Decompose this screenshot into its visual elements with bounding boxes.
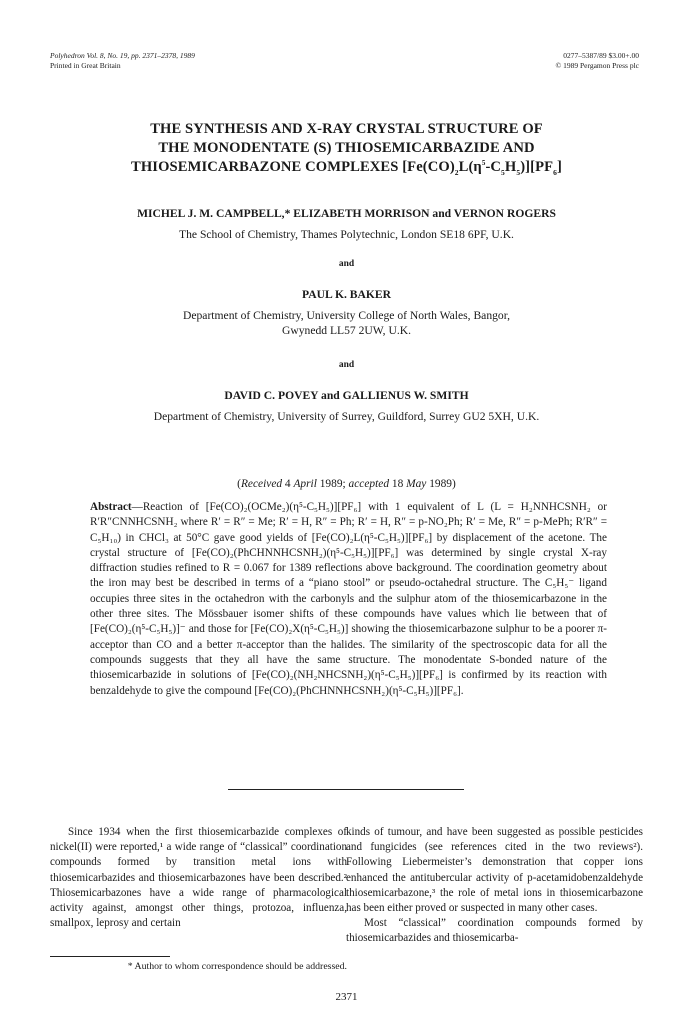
- accepted-label: accepted: [348, 478, 390, 490]
- footnote-rule: [50, 956, 170, 957]
- issn-price: 0277–5387/89 $3.00+.00: [563, 51, 639, 60]
- copyright-line: © 1989 Pergamon Press plc: [555, 61, 639, 70]
- body-column-left: [50, 825, 347, 931]
- received-dates: [40, 478, 653, 490]
- received-label: Received: [240, 478, 283, 490]
- affiliation-2-line-2: Gwynedd LL57 2UW, U.K.: [281, 324, 412, 337]
- printed-in: Printed in Great Britain: [50, 61, 121, 70]
- abstract-label: Abstract: [90, 501, 132, 513]
- page-number: 2371: [335, 991, 358, 1003]
- journal-header-left: [50, 51, 195, 71]
- footnote: * Author to whom correspondence should be addressed.: [127, 961, 347, 972]
- body-paragraph-1-cont: kinds of tumour, and have been suggested as possible pesticides and fungicides (see references cited in the two reviews²). Following Liebermeister’s demonstration that copper ions enhanced the antitubercular activity of p-acetamidobenzaldehyde thiosemicarbazone,³ the role of metal ions in thiosemicarbazone has been either proved or suspected in many other cases.: [346, 826, 643, 915]
- title-line-2: THE MONODENTATE (S) THIOSEMICARBAZIDE AND: [158, 140, 535, 156]
- title-line-1: THE SYNTHESIS AND X-RAY CRYSTAL STRUCTURE OF: [150, 121, 543, 137]
- affiliation-2-line-1: Department of Chemistry, University College of North Wales, Bangor,: [182, 309, 511, 322]
- accepted-day: 18: [389, 478, 407, 490]
- received-year: 1989;: [316, 478, 349, 490]
- title-line-3: THIOSEMICARBAZONE COMPLEXES $[Fe(CO)_2L(\eta^5-C_5H_5)][PF_6]$: [131, 159, 562, 177]
- affiliation-3: Department of Chemistry, University of Surrey, Guildford, Surrey GU2 5XH, U.K.: [153, 410, 540, 423]
- received-day: 4: [282, 478, 294, 490]
- and-separator-2: and: [338, 360, 355, 370]
- authors-group-2: PAUL K. BAKER: [301, 288, 391, 301]
- body-paragraph-1: Since 1934 when the first thiosemicarbazide complexes of nickel(II) were reported,¹ a wide range of “classical” coordination compounds formed by transition metal ions with thiosemicarbazides and thiosemicarbazones have been described.² Thiosemicarbazones have a wide range of pharmacological activity against, amongst other things, protozoa, influenza, smallpox, leprosy and certain: [50, 826, 347, 930]
- title-part: -C: [485, 159, 502, 175]
- abstract-text: —Reaction of [Fe(CO)₂(OCMe₂)(η⁵-C₅H₅)][PF₆] with 1 equivalent of L (L = H₂NNHCSNH₂ or R′R″CNNHCSNH₂ where R′ = R″ = Me; R′ = H, R″ = Ph; R′ = H, R″ = p-NO₂Ph; R′ = Me, R″ = p-MePh; R′R″ = C₅H₁₀) in CHCl₃ at 50°C gave good yields of [Fe(CO)₂L(η⁵-C₅H₅)][PF₆] by displacement of the acetone. The crystal structure of [Fe(CO)₂(PhCHNNHCSNH₂)(η⁵-C₅H₅)][PF₆] was determined by single crystal X-ray diffraction studies refined to R = 0.067 for 1389 reflections above background. The coordination geometry about the iron may best be described in terms of a “piano stool” or pseudo-octahedral structure. The C₅H₅⁻ ligand occupies three sites in the octahedron with the carbonyls and the sulphur atom of the thiosemicarbazone in the other three sites. The Mössbauer isomer shifts of these compounds have values which lie between that of [Fe(CO)₂(η⁵-C₅H₅)]⁻ and those for [Fe(CO)₂X(η⁵-C₅H₅)] showing the thiosemicarbazone sulphur to be a poorer π-acceptor than CO and a better π-acceptor than the halides. The similarity of the spectroscopic data for all the compounds suggests that they all have the same structure. The monodentate S-bonded nature of the thiosemicarbazide in solutions of [Fe(CO)₂(NH₂NHCSNH₂)(η⁵-C₅H₅)][PF₆] is confirmed by its reaction with benzaldehyde to give the compound [Fe(CO)₂(PhCHNNHCSNH₂)(η⁵-C₅H₅)][PF₆].: [90, 501, 607, 697]
- paren-open: (: [237, 478, 241, 490]
- authors-group-3: DAVID C. POVEY and GALLIENUS W. SMITH: [224, 389, 469, 402]
- body-paragraph-2: Most “classical” coordination compounds formed by thiosemicarbazides and thiosemicarba-: [346, 917, 643, 945]
- body-column-right: [346, 825, 643, 947]
- journal-citation: Polyhedron Vol. 8, No. 19, pp. 2371–2378, 1989: [50, 51, 195, 60]
- title-part: H: [504, 159, 517, 175]
- title-part: THIOSEMICARBAZONE COMPLEXES [Fe(CO): [131, 159, 455, 175]
- article-title: [60, 120, 633, 177]
- and-separator-1: and: [338, 259, 355, 269]
- affiliation-2: [40, 308, 653, 338]
- title-part: L(η: [458, 159, 482, 175]
- abstract: [90, 500, 607, 699]
- title-part: ]: [557, 159, 562, 175]
- affiliation-1: The School of Chemistry, Thames Polytechnic, London SE18 6PF, U.K.: [179, 228, 514, 241]
- accepted-month: May: [406, 478, 427, 490]
- journal-header-right: [556, 51, 639, 71]
- authors-group-1: MICHEL J. M. CAMPBELL,* ELIZABETH MORRISON and VERNON ROGERS: [137, 207, 556, 220]
- section-divider: [228, 789, 464, 790]
- accepted-year: 1989): [426, 478, 456, 490]
- title-part: )][PF: [520, 159, 554, 175]
- received-month: April: [293, 478, 317, 490]
